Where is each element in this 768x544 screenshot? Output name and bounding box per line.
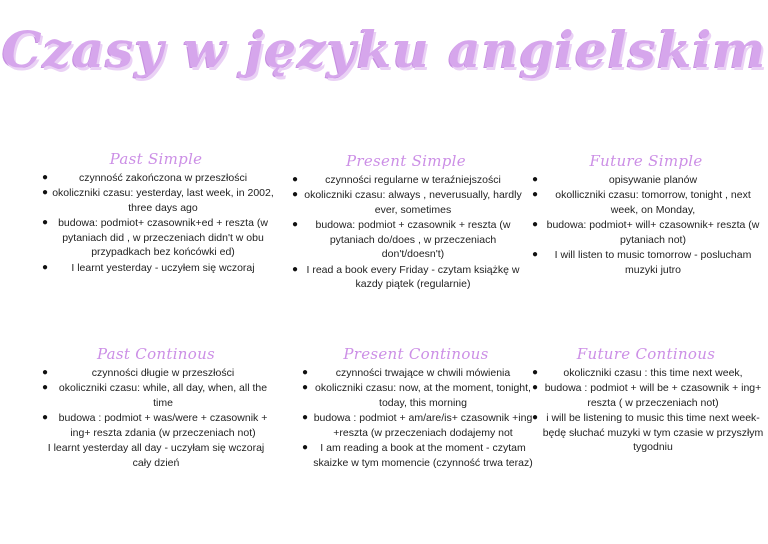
list-item (532, 381, 764, 410)
bullet-icon: ● (42, 382, 49, 393)
bullet-icon: ● (532, 219, 539, 230)
list-item (42, 216, 274, 260)
bullet-icon: ● (42, 171, 49, 183)
list-item-text: opisywanie planów (608, 173, 698, 186)
list-item-text: okoliczniki czasu: yesterday, last week, in 2002, three days ago (52, 187, 274, 214)
list-item-text: czynność zakończona w przeszłości (78, 171, 248, 184)
card-heading: Future Continous (576, 345, 716, 363)
list-item-text: okoliczniki czasu: always , neverusually, hardly ever, sometimes (304, 189, 522, 216)
list-item (42, 381, 274, 410)
list-item (532, 366, 764, 381)
bullet-icon: ● (532, 189, 539, 200)
list-item (292, 173, 524, 188)
list-item-text: I am reading a book at the moment - czytam skaizke w tym momencie (czynność trwa teraz) (313, 442, 533, 469)
card-heading: Present Continous (343, 345, 489, 363)
list-item (42, 411, 274, 440)
bullet-list (38, 171, 274, 276)
bullet-icon: ● (302, 442, 309, 453)
bullet-list (528, 366, 764, 455)
bullet-icon: ● (292, 263, 299, 275)
list-item (532, 188, 764, 217)
bullet-list (298, 366, 534, 471)
list-item (302, 381, 534, 410)
bullet-icon: ● (532, 412, 539, 423)
list-item (292, 188, 524, 217)
list-item-text: czynności regularne w teraźniejszości (325, 173, 501, 186)
bullet-icon: ● (302, 382, 309, 393)
list-item (42, 366, 274, 381)
bullet-icon: ● (302, 366, 309, 378)
bullet-icon: ● (292, 219, 299, 230)
list-item (532, 248, 764, 277)
card-present-continuous (298, 347, 534, 471)
list-item-text: budowa : podmiot + will be + czasownik + ing+ reszta ( w przeczeniach not) (544, 382, 762, 409)
list-item-text: budowa: podmiot+ czasownik+ed + reszta (w pytaniach did , w przeczeniach didn't w obu przypadkach bez końcówki ed) (58, 217, 268, 258)
bullet-icon: ● (42, 217, 49, 228)
card-heading: Past Continous (96, 345, 216, 363)
card-heading: Future Simple (589, 152, 703, 170)
card-heading: Past Simple (109, 150, 203, 168)
bullet-icon: ● (42, 187, 49, 198)
list-item (292, 263, 524, 292)
list-item-text: okoliczniki czasu : this time next week, (563, 366, 743, 379)
list-item-text: budowa : podmiot + was/were + czasownik + ing+ reszta zdania (w przeczeniach not) (58, 412, 268, 439)
card-past-continuous (38, 347, 274, 470)
list-item-text: i will be listening to music this time next week- będę słuchać muzyki w tym czasie w przyszłym tygodniu (542, 412, 764, 453)
bullet-list (528, 173, 764, 278)
page-title: Czasy w języku angielskim (1, 20, 767, 79)
list-item (532, 411, 764, 455)
list-item-text: budowa : podmiot + am/are/is+ czasownik +ing +reszta (w przeczeniach dodajemy not (313, 412, 533, 439)
list-item-text: okoliczniki czasu: now, at the moment, tonight, today, this morning (315, 382, 531, 409)
bullet-icon: ● (292, 189, 299, 200)
bullet-icon: ● (302, 412, 309, 423)
list-item-text: budowa: podmiot + czasownik + reszta (w pytaniach do/does , w przeczeniach don't/doesn't) (315, 219, 511, 260)
example-sentence: I learnt yesterday all day - uczyłam się wczoraj cały dzień (47, 442, 265, 469)
bullet-list (38, 366, 274, 441)
list-item-text: czynności długie w przeszłości (91, 366, 235, 379)
bullet-list (288, 173, 524, 292)
list-item (42, 171, 274, 186)
list-item (532, 218, 764, 247)
bullet-icon: ● (42, 261, 49, 273)
bullet-icon: ● (292, 173, 299, 185)
bullet-icon: ● (532, 173, 539, 185)
list-item-text: okoliczniki czasu: while, all day, when, all the time (58, 382, 268, 409)
list-item-text: czynności trwające w chwili mówienia (335, 366, 511, 379)
list-item (302, 441, 534, 470)
list-item (42, 186, 274, 215)
card-past-simple (38, 152, 274, 276)
list-item (42, 261, 274, 276)
list-item-text: I will listen to music tomorrow - poslucham muzyki jutro (554, 249, 752, 276)
card-present-simple (288, 154, 524, 293)
list-item (302, 366, 534, 381)
list-item (302, 411, 534, 440)
card-heading: Present Simple (346, 152, 466, 170)
bullet-icon: ● (42, 412, 49, 423)
list-item (292, 218, 524, 262)
bullet-icon: ● (42, 366, 49, 378)
list-item-text: okolliczniki czasu: tomorrow, tonight , next week, on Monday, (555, 189, 751, 216)
bullet-icon: ● (532, 382, 539, 393)
list-item-text: budowa: podmiot+ will+ czasownik+ reszta (w pytaniach not) (546, 219, 760, 246)
card-future-simple (528, 154, 764, 278)
bullet-icon: ● (532, 249, 539, 260)
list-item (532, 173, 764, 188)
list-item-text: I learnt yesterday - uczyłem się wczoraj (71, 261, 255, 274)
card-future-continuous (528, 347, 764, 456)
list-item-text: I read a book every Friday - czytam książkę w kazdy piątek (regularnie) (306, 263, 520, 290)
bullet-icon: ● (532, 366, 539, 378)
